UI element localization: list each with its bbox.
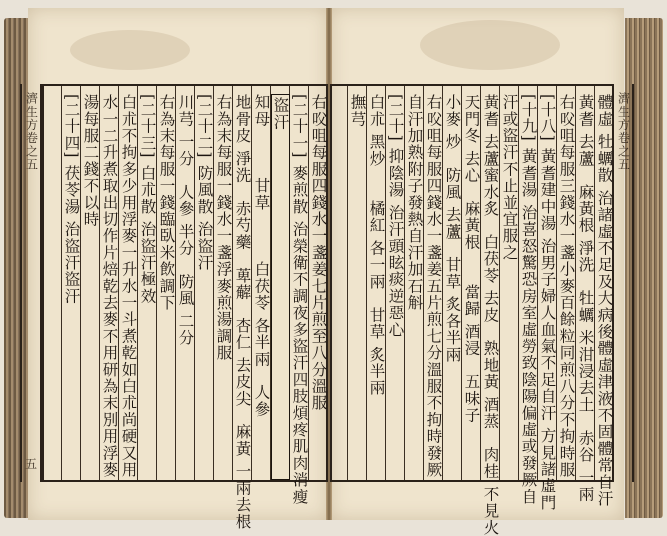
- text-column: 體虛 牡蠣散 治諸虛不足及大病後體虛津液不固體常自汗: [594, 86, 613, 480]
- text-column: 白朮不拘多少用浮麥一升水一斗煮乾如白朮尚硬又用: [118, 86, 137, 480]
- text-column: 知母 甘草 白茯苓 各半兩 人參: [251, 86, 270, 480]
- section-header-column: 盜汗: [270, 86, 289, 480]
- right-fold-margin: [612, 84, 634, 482]
- text-column: [二十] 抑陰湯 治汗頭眩痰逆惡心: [385, 86, 404, 480]
- text-column: 右為末每服一錢臨臥米飲調下: [156, 86, 175, 480]
- fold-title: 濟生方卷之五: [616, 92, 631, 172]
- text-column: 地骨皮 淨洗 赤芍藥 萆薢 杏仁 去皮尖 麻黃 一兩去根: [232, 86, 251, 480]
- text-column: [二十二] 防風散 治盜汗: [194, 86, 213, 480]
- text-column: [二十一] 麥煎散 治榮衛不調夜多盜汗四肢煩疼肌肉消瘦: [289, 86, 308, 480]
- text-column: 白朮 黑炒 橘紅 各一兩 甘草 炙半兩: [366, 86, 385, 480]
- paper-stain: [70, 30, 190, 70]
- fold-title: 濟生方卷之五: [24, 92, 39, 172]
- text-column: 川芎 一分 人參 半分 防風 二分: [175, 86, 194, 480]
- text-column: 右㕮咀每服四錢水一盞姜五片煎七分溫服不拘時發厥: [423, 86, 442, 480]
- text-column: 右㕮咀每服四錢水一盞姜七片煎至八分溫服: [308, 86, 327, 480]
- left-fold-margin: [20, 84, 42, 482]
- text-column: [二十四] 茯苓湯 治盜汗盜汗: [61, 86, 80, 480]
- text-column: 小麥 炒 防風 去蘆 甘草 炙各半兩: [442, 86, 461, 480]
- left-text-frame: [42, 84, 328, 530]
- page-number: 五: [24, 457, 37, 471]
- text-column: 黃耆 去蘆蜜水炙 白茯苓 去皮 熟地黃 酒蒸 肉桂 不見火: [480, 86, 499, 480]
- right-text-frame: [330, 84, 614, 536]
- paper-stain: [420, 20, 560, 70]
- text-column: 水一二升煮取出切作片焙乾去麥不用研為末別用浮麥: [99, 86, 118, 480]
- text-column: 汗或盜汗不止並宜服之: [499, 86, 518, 480]
- text-column: [十九] 黃耆湯 治喜怒驚恐房室虛勞致陰陽偏虛或發厥自: [518, 86, 537, 480]
- text-column: 黃耆 去蘆 麻黃根 淨洗 牡蠣 米泔浸去土 赤谷 一兩: [575, 86, 594, 480]
- text-column: 湯每服二錢不以時: [80, 86, 99, 480]
- text-column: 撫芎: [347, 86, 366, 480]
- text-column: [二十三] 白朮散 治盜汗極效: [137, 86, 156, 480]
- text-column: [十八] 黃耆建中湯 治男子婦人血氣不足自汗 方見諸虛門: [537, 86, 556, 480]
- text-column: 右為末每服一錢水一盞浮麥煎湯調服: [213, 86, 232, 480]
- text-column: 右㕮咀每服三錢水一盞小麥百餘粒同煎八分不拘時服: [556, 86, 575, 480]
- text-column: 天門冬 去心 麻黃根 當歸 酒浸 五味子: [461, 86, 480, 480]
- text-column: 自汗加熟附子發熱自汗加石斛: [404, 86, 423, 480]
